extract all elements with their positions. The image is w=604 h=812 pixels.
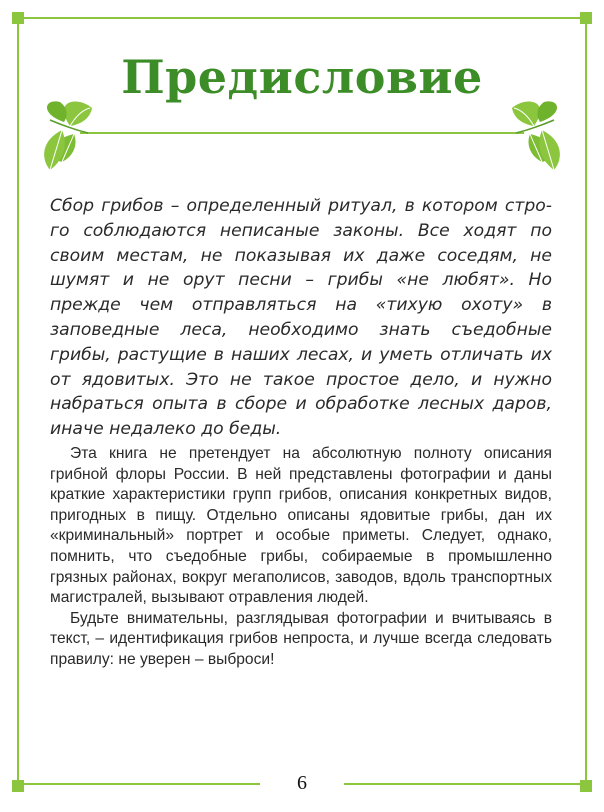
intro-paragraph: Сбор грибов – определенный ритуал, в котором стро-го соблюдаются неписаные законы. Все ходят по своим местам, не показывая их даже соседям, не шумят и не орут песни – грибы «не любят». Но прежде чем отправляться на «тихую охоту» в заповедные леса, необходимо знать съедобные грибы, растущие в наших лесах, и уметь отличать их от ядовитых. Это не такое простое дело, и нужно набраться опыта в сборе и обработке лесных даров, иначе недалеко до беды. [50, 196, 552, 440]
frame-corner-top-right [580, 12, 592, 24]
frame-corner-bottom-left [12, 780, 24, 792]
frame-corner-top-left [12, 12, 24, 24]
frame-corner-bottom-right [580, 780, 592, 792]
page-number: 6 [297, 772, 307, 794]
leaf-branch-right-icon [512, 101, 560, 170]
frame-left-line [17, 22, 19, 790]
frame-top-line [22, 17, 582, 19]
footer-line-left [22, 783, 260, 785]
leaf-branch-left-icon [44, 101, 92, 170]
frame-right-line [585, 22, 587, 790]
body-paragraph: Эта книга не претендует на абсолютную полноту описания грибной флоры России. В ней представлены фотографии и даны краткие характеристики групп грибов, описания конкретных видов, пригодных в пищу. Отдельно описаны ядовитые грибы, дан их «криминальный» портрет и особые приметы. Следует, однако, помнить, что съедобные грибы, собираемые в промышленно грязных районах, вокруг мегаполисов, заводов, вдоль транспортных магистралей, вызывают отравления людей. [50, 445, 552, 607]
body-paragraph: Будьте внимательны, разглядывая фотографии и вчитываясь в текст, – идентификация грибов непроста, и лучше всегда следовать правилу: не уверен – выброси! [50, 609, 552, 668]
body-text [50, 444, 552, 671]
page-title: Предисловие [121, 50, 483, 104]
title-ornament [40, 100, 564, 178]
footer-line-right [344, 783, 582, 785]
